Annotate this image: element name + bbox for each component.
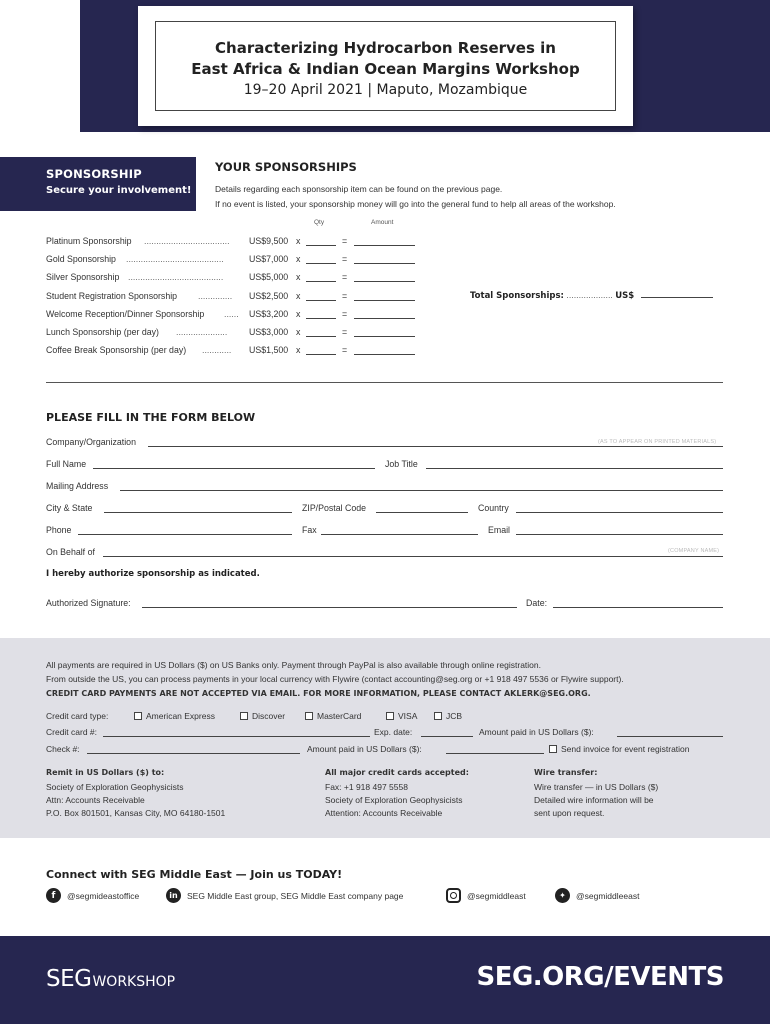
company-label: Company/Organization [46, 437, 136, 447]
country-label: Country [478, 503, 509, 513]
payment-note-2: From outside the US, you can process payments in your local currency with Flywire (contact accounting@seg.org or +1 918 497 5536 or Flywire support). [46, 674, 624, 684]
payment-note-3: CREDIT CARD PAYMENTS ARE NOT ACCEPTED VIA EMAIL. FOR MORE INFORMATION, PLEASE CONTACT AKLERK@SEG.ORG. [46, 689, 591, 698]
wire-heading: Wire transfer: [534, 768, 598, 777]
mailing-address-field[interactable] [120, 490, 723, 491]
zip-label: ZIP/Postal Code [302, 503, 367, 513]
amount-input-line[interactable] [354, 263, 415, 264]
amount-input-line[interactable] [354, 336, 415, 337]
qty-input-line[interactable] [306, 300, 336, 301]
city-state-label: City & State [46, 503, 93, 513]
full-name-field[interactable] [93, 468, 375, 469]
amount-paid-label: Amount paid in US Dollars ($): [479, 727, 594, 737]
page-title-line2: East Africa & Indian Ocean Margins Workshop [191, 60, 580, 78]
sponsorship-item: Platinum Sponsorship ................................... US$9,500 x = [46, 234, 446, 252]
checkbox[interactable] [240, 712, 248, 720]
signature-label: Authorized Signature: [46, 598, 131, 608]
on-behalf-field[interactable] [103, 556, 723, 557]
amount-input-line[interactable] [354, 245, 415, 246]
check-amount-field[interactable] [446, 753, 544, 754]
instagram-icon [446, 888, 461, 903]
email-label: Email [488, 525, 510, 535]
checkbox[interactable] [386, 712, 394, 720]
send-invoice-option[interactable]: Send invoice for event registration [549, 744, 690, 754]
amount-column-header: Amount [371, 219, 394, 226]
cards-line: Society of Exploration Geophysicists [325, 795, 463, 805]
email-field[interactable] [516, 534, 723, 535]
qty-input-line[interactable] [306, 336, 336, 337]
cards-heading: All major credit cards accepted: [325, 768, 469, 777]
fax-field[interactable] [321, 534, 478, 535]
date-label: Date: [526, 598, 548, 608]
sponsorship-items-list [46, 234, 446, 361]
sponsorship-box [0, 157, 196, 211]
wire-line: sent upon request. [534, 808, 605, 818]
linkedin-icon: in [166, 888, 181, 903]
payment-note-1: All payments are required in US Dollars ($) on US Banks only. Payment through PayPal is also available through online registration. [46, 660, 541, 670]
total-input-line[interactable] [641, 290, 713, 298]
zip-field[interactable] [376, 512, 468, 513]
checkbox[interactable] [434, 712, 442, 720]
facebook-link[interactable]: f @segmideastoffice [46, 888, 139, 903]
sponsorship-item: Silver Sponsorship ....................................... US$5,000 x = [46, 270, 446, 288]
date-field[interactable] [553, 607, 723, 608]
twitter-link[interactable]: ✦ @segmiddleeast [555, 888, 639, 903]
your-sponsorships-section [215, 160, 616, 212]
qty-input-line[interactable] [306, 245, 336, 246]
wire-line: Wire transfer — in US Dollars ($) [534, 782, 659, 792]
connect-heading: Connect with SEG Middle East — Join us TODAY! [46, 868, 343, 881]
your-sponsorships-heading: YOUR SPONSORSHIPS [215, 160, 357, 174]
card-type-discover[interactable]: Discover [240, 711, 285, 721]
amount-input-line[interactable] [354, 354, 415, 355]
remit-heading: Remit in US Dollars ($) to: [46, 768, 165, 777]
linkedin-link[interactable]: in SEG Middle East group, SEG Middle East company page [166, 888, 403, 903]
facebook-icon: f [46, 888, 61, 903]
amount-input-line[interactable] [354, 318, 415, 319]
sponsorship-item: Lunch Sponsorship (per day) ..................... US$3,000 x = [46, 325, 446, 343]
events-url[interactable]: SEG.ORG/EVENTS [476, 962, 724, 992]
section-divider [46, 382, 723, 383]
amount-input-line[interactable] [354, 300, 415, 301]
form-heading: PLEASE FILL IN THE FORM BELOW [46, 411, 256, 424]
company-hint: (AS TO APPEAR ON PRINTED MATERIALS) [598, 439, 717, 445]
full-name-label: Full Name [46, 459, 87, 469]
wire-line: Detailed wire information will be [534, 795, 654, 805]
company-field[interactable] [148, 446, 723, 447]
remit-line: Attn: Accounts Receivable [46, 795, 145, 805]
page-title-line1: Characterizing Hydrocarbon Reserves in [215, 39, 556, 57]
total-sponsorships: Total Sponsorships: ................... US$ [470, 290, 713, 301]
card-type-label: Credit card type: [46, 711, 109, 721]
sponsorship-item: Coffee Break Sponsorship (per day) ............ US$1,500 x = [46, 343, 446, 361]
seg-workshop-logo: SEGWORKSHOP [46, 966, 176, 992]
cards-line: Attention: Accounts Receivable [325, 808, 443, 818]
phone-label: Phone [46, 525, 72, 535]
checkbox[interactable] [134, 712, 142, 720]
card-number-label: Credit card #: [46, 727, 98, 737]
instagram-link[interactable]: @segmiddleast [446, 888, 526, 903]
qty-input-line[interactable] [306, 318, 336, 319]
title-frame [155, 21, 616, 111]
cards-line: Fax: +1 918 497 5558 [325, 782, 408, 792]
mailing-address-label: Mailing Address [46, 481, 109, 491]
sponsorship-subheading: Secure your involvement! [46, 185, 192, 196]
card-type-amex[interactable]: American Express [134, 711, 215, 721]
country-field[interactable] [516, 512, 723, 513]
signature-field[interactable] [142, 607, 517, 608]
sponsorship-heading: SPONSORSHIP [46, 167, 142, 181]
qty-input-line[interactable] [306, 354, 336, 355]
card-number-field[interactable] [103, 736, 370, 737]
card-type-visa[interactable]: VISA [386, 711, 417, 721]
checkbox[interactable] [305, 712, 313, 720]
remit-line: P.O. Box 801501, Kansas City, MO 64180-1501 [46, 808, 226, 818]
fax-label: Fax [302, 525, 317, 535]
authorize-statement: I hereby authorize sponsorship as indicated. [46, 569, 260, 579]
job-title-label: Job Title [385, 459, 418, 469]
phone-field[interactable] [78, 534, 292, 535]
event-date-location: 19–20 April 2021 | Maputo, Mozambique [243, 82, 528, 98]
sponsorship-item: Gold Sponsorship ........................................ US$7,000 x = [46, 252, 446, 270]
qty-column-header: Qty [314, 219, 325, 226]
qty-input-line[interactable] [306, 263, 336, 264]
your-sponsorships-description: Details regarding each sponsorship item can be found on the previous page. If no event is listed, your sponsorship money will go into the general fund to help all areas of the workshop. [215, 184, 616, 209]
city-state-field[interactable] [104, 512, 292, 513]
check-number-label: Check #: [46, 744, 80, 754]
on-behalf-label: On Behalf of [46, 547, 95, 557]
check-number-field[interactable] [87, 753, 300, 754]
twitter-icon: ✦ [555, 888, 570, 903]
on-behalf-hint: (COMPANY NAME) [668, 548, 720, 554]
card-type-jcb[interactable]: JCB [434, 711, 462, 721]
sponsorship-item: Welcome Reception/Dinner Sponsorship ...... US$3,200 x = [46, 307, 446, 325]
job-title-field[interactable] [426, 468, 723, 469]
amount-input-line[interactable] [354, 281, 415, 282]
card-type-mastercard[interactable]: MasterCard [305, 711, 361, 721]
amount-paid-field[interactable] [617, 736, 723, 737]
exp-date-label: Exp. date: [374, 727, 413, 737]
sponsorship-item: Student Registration Sponsorship .............. US$2,500 x = [46, 289, 446, 307]
check-amount-label: Amount paid in US Dollars ($): [307, 744, 422, 754]
qty-input-line[interactable] [306, 281, 336, 282]
remit-line: Society of Exploration Geophysicists [46, 782, 184, 792]
title-card [138, 6, 633, 126]
checkbox[interactable] [549, 745, 557, 753]
exp-date-field[interactable] [421, 736, 473, 737]
